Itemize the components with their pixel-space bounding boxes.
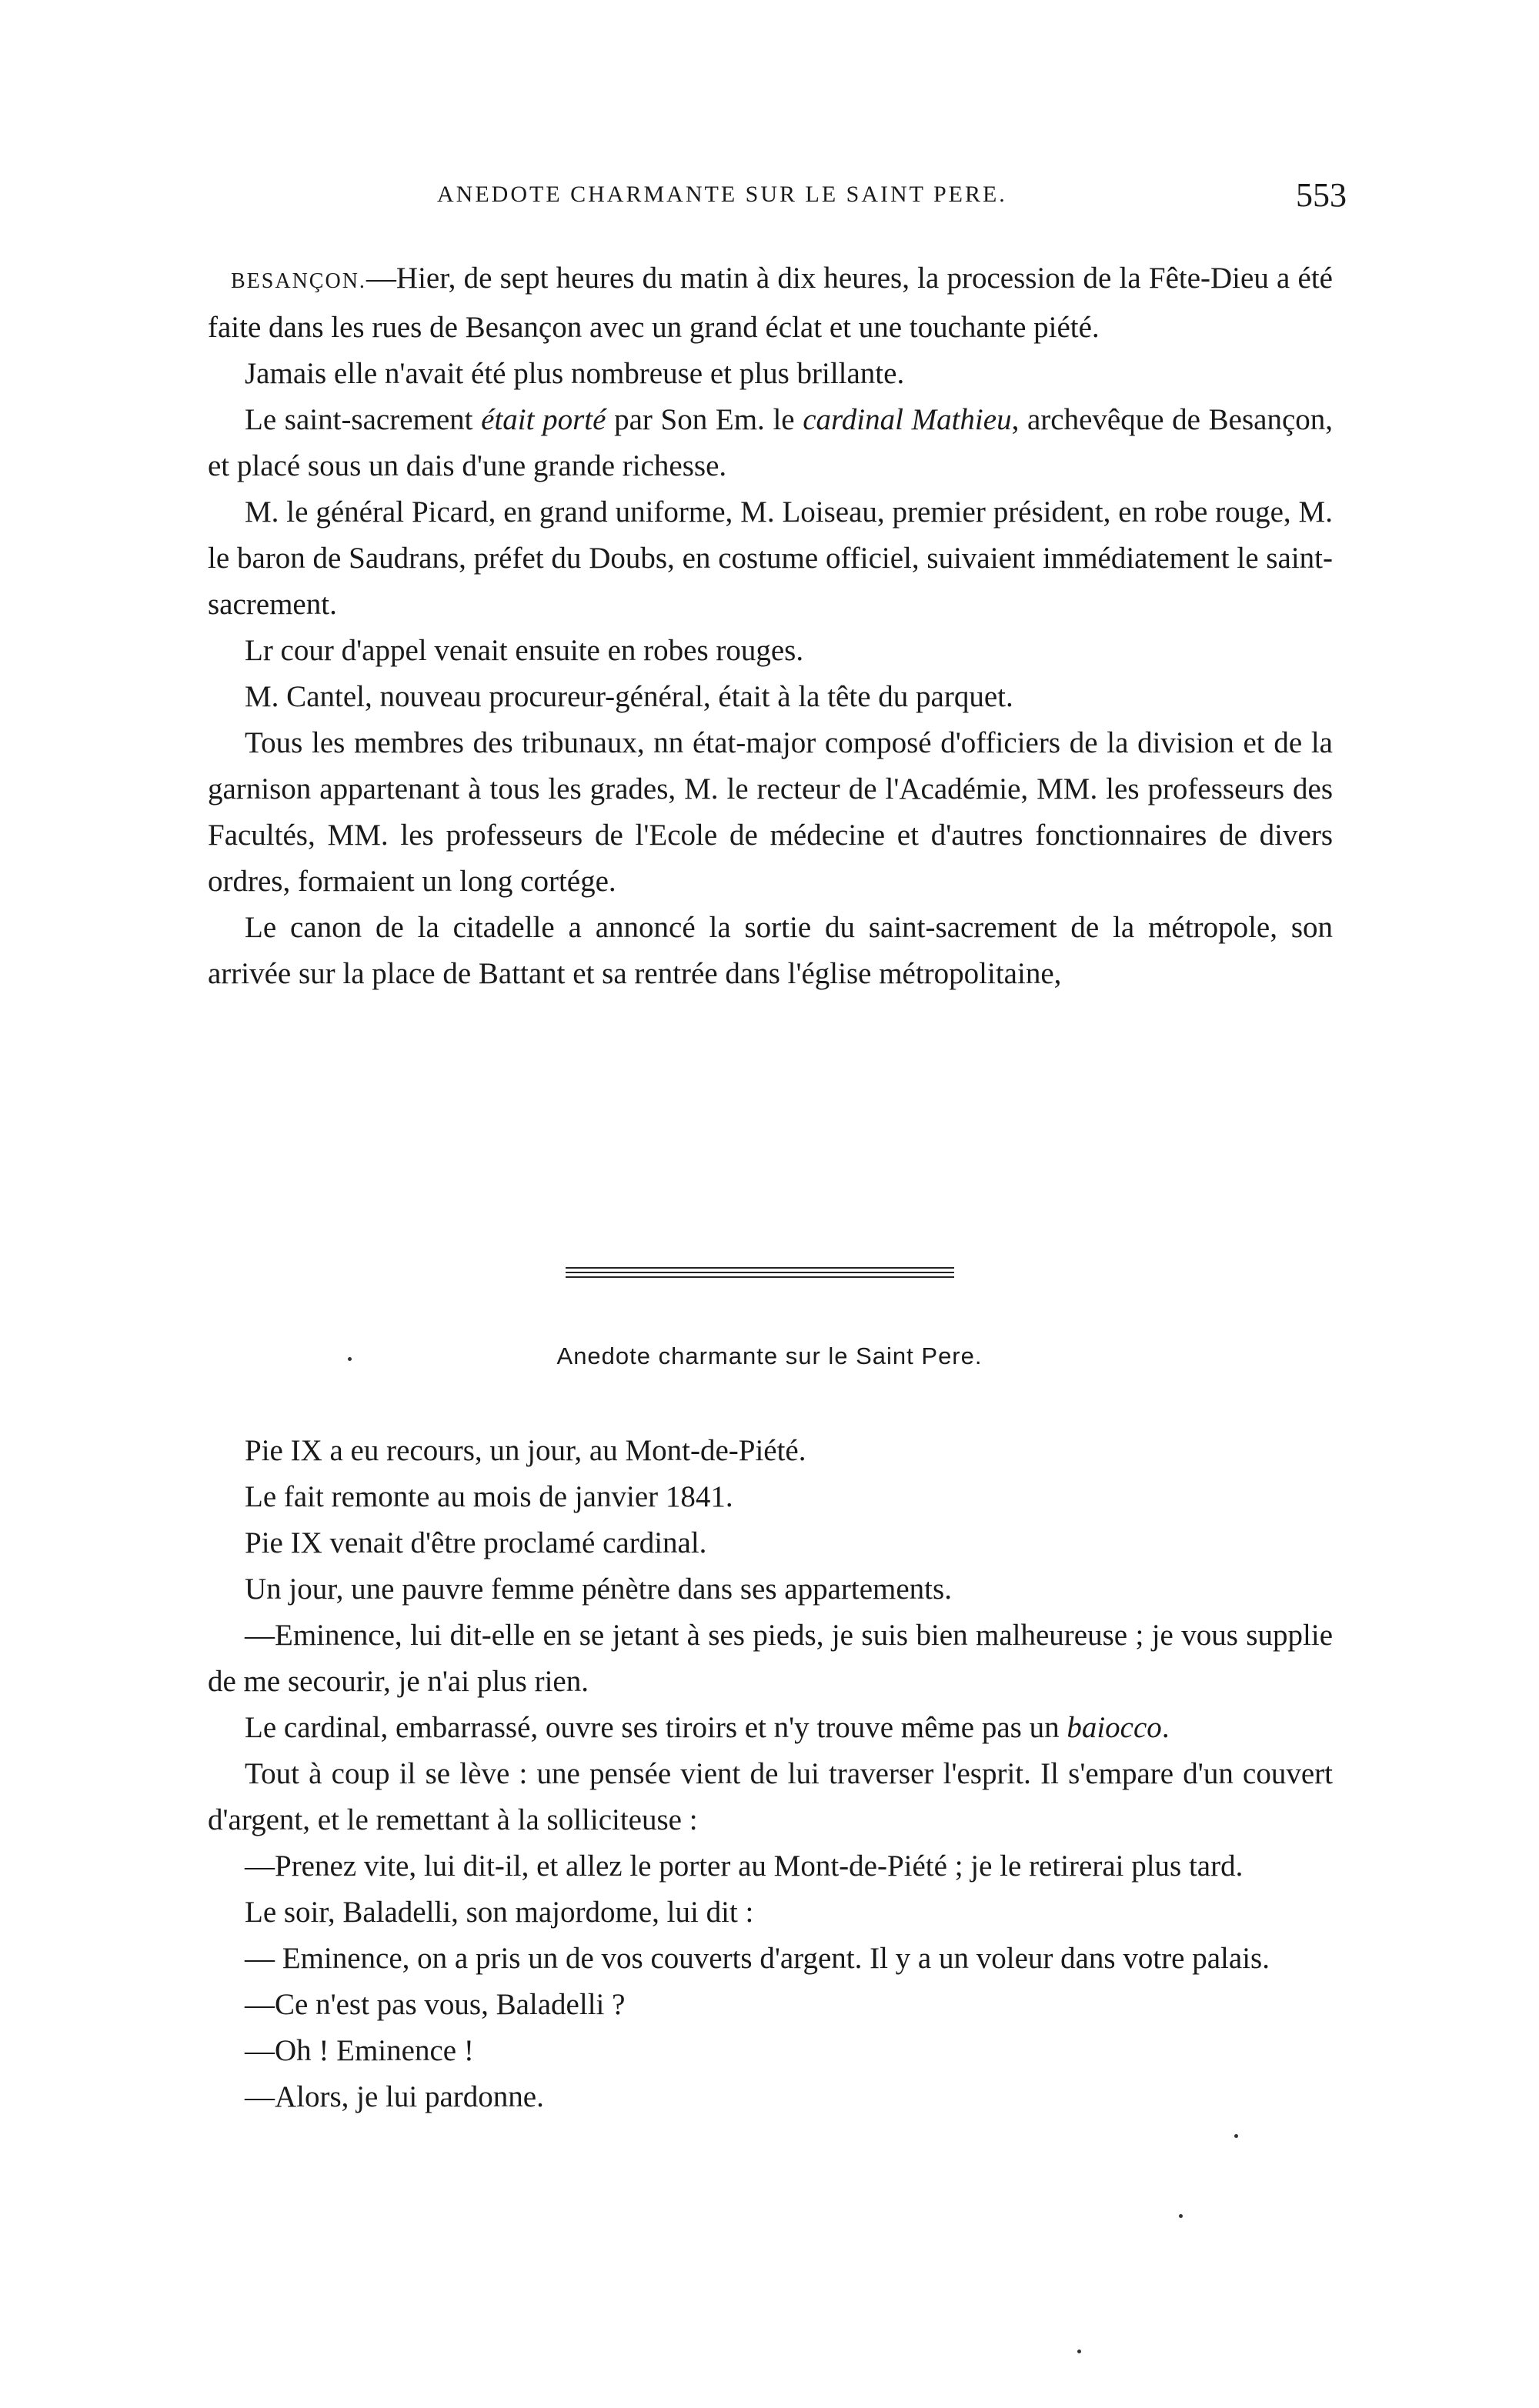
dateline: BESANÇON.: [231, 269, 366, 293]
page-header: [208, 175, 1347, 222]
section-divider: [566, 1267, 954, 1278]
divider-line: [566, 1267, 954, 1269]
paragraph: —Prenez vite, lui dit-il, et allez le porter au Mont-de-Piété ; je le retirerai plus tard.: [245, 1849, 1244, 1883]
paragraph: M. Cantel, nouveau procureur-général, était à la tête du parquet.: [245, 680, 1013, 713]
paragraph: —Alors, je lui pardonne.: [245, 2080, 544, 2113]
paragraph: —Oh ! Eminence !: [245, 2034, 474, 2067]
paragraph: — Eminence, on a pris un de vos couverts d'argent. Il y a un voleur dans votre palais.: [245, 1942, 1270, 1975]
print-speck: [348, 1357, 352, 1361]
page-number: 553: [1296, 176, 1347, 214]
paragraph: Un jour, une pauvre femme pénètre dans ses appartements.: [245, 1573, 952, 1606]
divider-line: [566, 1276, 954, 1278]
paragraph: BESANÇON.—Hier, de sept heures du matin à dix heures, la procession de la Fête-Dieu a été faite dans les rues de Besançon avec un grand éclat et une touchante piété.: [208, 262, 1333, 344]
paragraph: Le cardinal, embarrassé, ouvre ses tiroirs et n'y trouve même pas un baiocco.: [245, 1711, 1170, 1744]
paragraph: Pie IX a eu recours, un jour, au Mont-de-Piété.: [245, 1434, 806, 1467]
print-speck: [1234, 2134, 1238, 2138]
paragraph: Tous les membres des tribunaux, nn état-major composé d'officiers de la division et de la garnison appartenant à tous les grades, M. le recteur de l'Académie, MM. les professeurs des Facultés, MM. les professeurs de l'Ecole de médecine et d'autres fonctionnaires de divers ordres, formaient un long cortége.: [208, 726, 1333, 898]
print-speck: [1179, 2214, 1183, 2218]
article-besancon: [208, 255, 1333, 997]
paragraph: Le canon de la citadelle a annoncé la sortie du saint-sacrement de la métropole, son arrivée sur la place de Battant et sa rentrée dans l'église métropolitaine,: [208, 911, 1333, 990]
article-title: Anedote charmante sur le Saint Pere.: [556, 1342, 983, 1369]
paragraph: —Eminence, lui dit-elle en se jetant à ses pieds, je suis bien malheureuse ; je vous supplie de me secourir, je n'ai plus rien.: [208, 1619, 1333, 1698]
article-saint-pere: [208, 1428, 1333, 2120]
paragraph: Le saint-sacrement était porté par Son Em. le cardinal Mathieu, archevêque de Besançon, et placé sous un dais d'une grande richesse.: [208, 403, 1334, 482]
running-head: ANEDOTE CHARMANTE SUR LE SAINT PERE.: [437, 182, 1007, 207]
paragraph: Tout à coup il se lève : une pensée vient de lui traverser l'esprit. Il s'empare d'un couvert d'argent, et le remettant à la solliciteuse :: [208, 1757, 1333, 1836]
paragraph: Lr cour d'appel venait ensuite en robes rouges.: [245, 634, 804, 667]
paragraph: —Ce n'est pas vous, Baladelli ?: [245, 1988, 626, 2021]
paragraph: Le fait remonte au mois de janvier 1841.: [245, 1480, 733, 1513]
paragraph: Pie IX venait d'être proclamé cardinal.: [245, 1526, 707, 1559]
print-speck: [1077, 2350, 1081, 2353]
paragraph: M. le général Picard, en grand uniforme, M. Loiseau, premier président, en robe rouge, M. le baron de Saudrans, préfet du Doubs, en costume officiel, suivaient immédiatement le saint-sacrement.: [208, 495, 1333, 621]
paragraph: Le soir, Baladelli, son majordome, lui dit :: [245, 1896, 754, 1929]
paragraph: Jamais elle n'avait été plus nombreuse et plus brillante.: [245, 357, 905, 390]
divider-line: [566, 1272, 954, 1273]
